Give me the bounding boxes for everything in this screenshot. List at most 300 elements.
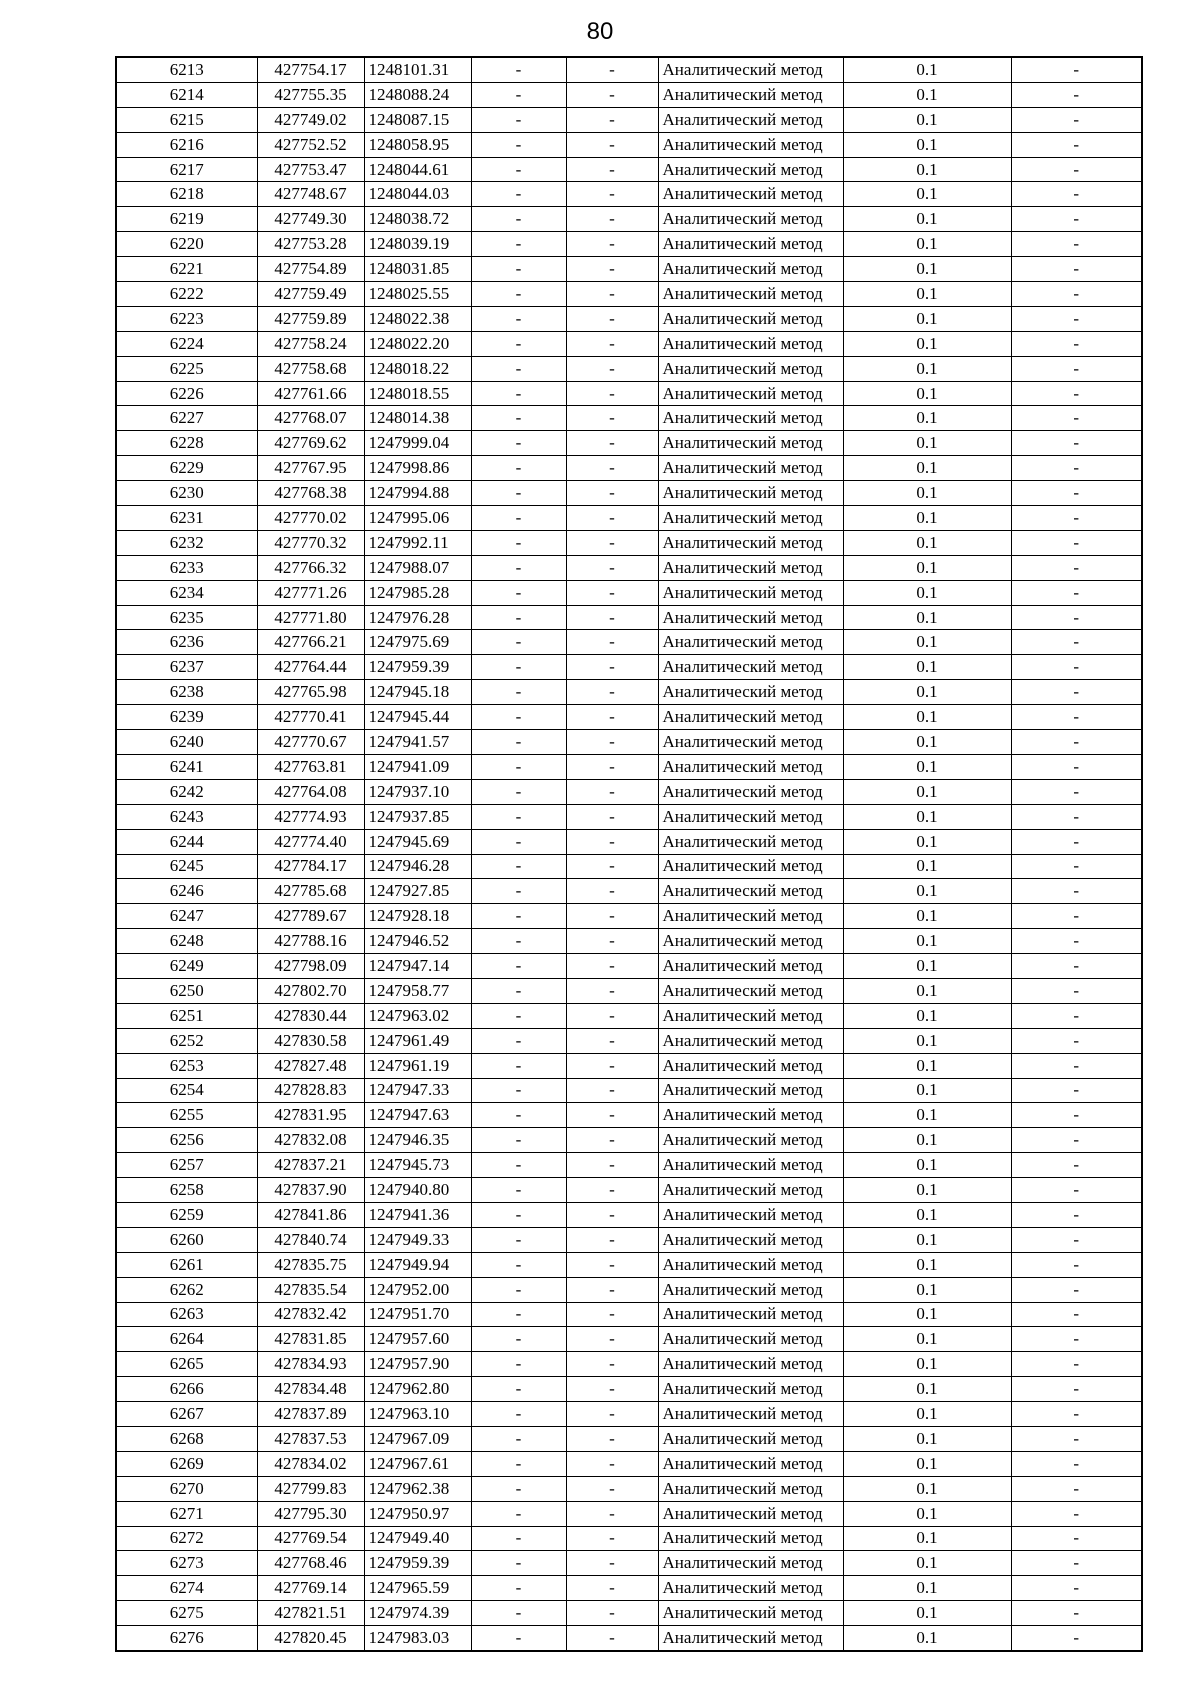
x-coordinate-cell: 427752.52	[257, 132, 364, 157]
y-coordinate-cell: 1247974.39	[364, 1601, 471, 1626]
empty-value-cell: -	[1011, 132, 1142, 157]
y-coordinate-cell: 1247992.11	[364, 530, 471, 555]
x-coordinate-cell: 427749.30	[257, 207, 364, 232]
empty-value-cell: -	[1011, 107, 1142, 132]
accuracy-cell: 0.1	[843, 705, 1011, 730]
accuracy-cell: 0.1	[843, 1576, 1011, 1601]
method-cell: Аналитический метод	[658, 904, 843, 929]
table-row	[116, 730, 1142, 755]
table-row	[116, 904, 1142, 929]
empty-value-cell: -	[566, 1327, 658, 1352]
method-cell: Аналитический метод	[658, 1028, 843, 1053]
empty-value-cell: -	[1011, 1626, 1142, 1651]
accuracy-cell: 0.1	[843, 481, 1011, 506]
empty-value-cell: -	[566, 1551, 658, 1576]
table-row	[116, 929, 1142, 954]
accuracy-cell: 0.1	[843, 57, 1011, 82]
empty-value-cell: -	[1011, 1327, 1142, 1352]
y-coordinate-cell: 1248101.31	[364, 57, 471, 82]
empty-value-cell: -	[1011, 929, 1142, 954]
empty-value-cell: -	[566, 630, 658, 655]
point-number-cell: 6249	[116, 954, 257, 979]
point-number-cell: 6269	[116, 1451, 257, 1476]
table-row	[116, 1128, 1142, 1153]
x-coordinate-cell: 427832.42	[257, 1302, 364, 1327]
accuracy-cell: 0.1	[843, 1626, 1011, 1651]
empty-value-cell: -	[1011, 1526, 1142, 1551]
table-row	[116, 406, 1142, 431]
y-coordinate-cell: 1247988.07	[364, 555, 471, 580]
empty-value-cell: -	[1011, 754, 1142, 779]
empty-value-cell: -	[471, 1202, 566, 1227]
empty-value-cell: -	[471, 1327, 566, 1352]
empty-value-cell: -	[1011, 1377, 1142, 1402]
empty-value-cell: -	[1011, 829, 1142, 854]
y-coordinate-cell: 1247967.61	[364, 1451, 471, 1476]
empty-value-cell: -	[566, 232, 658, 257]
accuracy-cell: 0.1	[843, 1377, 1011, 1402]
point-number-cell: 6221	[116, 257, 257, 282]
empty-value-cell: -	[566, 929, 658, 954]
table-row	[116, 954, 1142, 979]
table-row	[116, 1003, 1142, 1028]
point-number-cell: 6219	[116, 207, 257, 232]
accuracy-cell: 0.1	[843, 1202, 1011, 1227]
accuracy-cell: 0.1	[843, 1501, 1011, 1526]
method-cell: Аналитический метод	[658, 1053, 843, 1078]
method-cell: Аналитический метод	[658, 555, 843, 580]
empty-value-cell: -	[566, 82, 658, 107]
point-number-cell: 6256	[116, 1128, 257, 1153]
accuracy-cell: 0.1	[843, 904, 1011, 929]
empty-value-cell: -	[471, 1626, 566, 1651]
empty-value-cell: -	[471, 754, 566, 779]
empty-value-cell: -	[1011, 1402, 1142, 1427]
table-row	[116, 1377, 1142, 1402]
empty-value-cell: -	[1011, 431, 1142, 456]
point-number-cell: 6260	[116, 1227, 257, 1252]
accuracy-cell: 0.1	[843, 929, 1011, 954]
empty-value-cell: -	[471, 1003, 566, 1028]
empty-value-cell: -	[471, 705, 566, 730]
x-coordinate-cell: 427770.67	[257, 730, 364, 755]
empty-value-cell: -	[566, 1426, 658, 1451]
method-cell: Аналитический метод	[658, 1551, 843, 1576]
table-row	[116, 829, 1142, 854]
point-number-cell: 6251	[116, 1003, 257, 1028]
y-coordinate-cell: 1248044.03	[364, 182, 471, 207]
table-row	[116, 182, 1142, 207]
method-cell: Аналитический метод	[658, 1277, 843, 1302]
method-cell: Аналитический метод	[658, 530, 843, 555]
method-cell: Аналитический метод	[658, 356, 843, 381]
empty-value-cell: -	[566, 804, 658, 829]
x-coordinate-cell: 427766.32	[257, 555, 364, 580]
empty-value-cell: -	[471, 257, 566, 282]
empty-value-cell: -	[566, 1476, 658, 1501]
accuracy-cell: 0.1	[843, 1153, 1011, 1178]
accuracy-cell: 0.1	[843, 1277, 1011, 1302]
point-number-cell: 6218	[116, 182, 257, 207]
empty-value-cell: -	[1011, 1302, 1142, 1327]
empty-value-cell: -	[1011, 1227, 1142, 1252]
y-coordinate-cell: 1248058.95	[364, 132, 471, 157]
x-coordinate-cell: 427761.66	[257, 381, 364, 406]
method-cell: Аналитический метод	[658, 1128, 843, 1153]
y-coordinate-cell: 1247947.14	[364, 954, 471, 979]
table-row	[116, 1426, 1142, 1451]
point-number-cell: 6274	[116, 1576, 257, 1601]
x-coordinate-cell: 427770.41	[257, 705, 364, 730]
y-coordinate-cell: 1247957.60	[364, 1327, 471, 1352]
x-coordinate-cell: 427830.44	[257, 1003, 364, 1028]
method-cell: Аналитический метод	[658, 1377, 843, 1402]
x-coordinate-cell: 427798.09	[257, 954, 364, 979]
method-cell: Аналитический метод	[658, 1626, 843, 1651]
x-coordinate-cell: 427749.02	[257, 107, 364, 132]
point-number-cell: 6217	[116, 157, 257, 182]
table-row	[116, 157, 1142, 182]
table-row	[116, 1153, 1142, 1178]
x-coordinate-cell: 427754.89	[257, 257, 364, 282]
y-coordinate-cell: 1248088.24	[364, 82, 471, 107]
accuracy-cell: 0.1	[843, 82, 1011, 107]
point-number-cell: 6236	[116, 630, 257, 655]
empty-value-cell: -	[471, 978, 566, 1003]
empty-value-cell: -	[471, 680, 566, 705]
x-coordinate-cell: 427771.26	[257, 580, 364, 605]
table-row	[116, 331, 1142, 356]
y-coordinate-cell: 1247994.88	[364, 481, 471, 506]
method-cell: Аналитический метод	[658, 1178, 843, 1203]
empty-value-cell: -	[471, 929, 566, 954]
table-row	[116, 1476, 1142, 1501]
empty-value-cell: -	[566, 1277, 658, 1302]
accuracy-cell: 0.1	[843, 1227, 1011, 1252]
empty-value-cell: -	[471, 232, 566, 257]
point-number-cell: 6247	[116, 904, 257, 929]
accuracy-cell: 0.1	[843, 804, 1011, 829]
empty-value-cell: -	[471, 1153, 566, 1178]
x-coordinate-cell: 427754.17	[257, 57, 364, 82]
empty-value-cell: -	[566, 381, 658, 406]
empty-value-cell: -	[566, 107, 658, 132]
x-coordinate-cell: 427834.93	[257, 1352, 364, 1377]
y-coordinate-cell: 1247976.28	[364, 605, 471, 630]
table-row	[116, 754, 1142, 779]
empty-value-cell: -	[471, 431, 566, 456]
table-row	[116, 630, 1142, 655]
table-row	[116, 1078, 1142, 1103]
empty-value-cell: -	[566, 555, 658, 580]
x-coordinate-cell: 427753.28	[257, 232, 364, 257]
empty-value-cell: -	[566, 1103, 658, 1128]
accuracy-cell: 0.1	[843, 879, 1011, 904]
point-number-cell: 6271	[116, 1501, 257, 1526]
x-coordinate-cell: 427768.46	[257, 1551, 364, 1576]
method-cell: Аналитический метод	[658, 854, 843, 879]
empty-value-cell: -	[566, 207, 658, 232]
accuracy-cell: 0.1	[843, 431, 1011, 456]
point-number-cell: 6264	[116, 1327, 257, 1352]
x-coordinate-cell: 427799.83	[257, 1476, 364, 1501]
empty-value-cell: -	[471, 57, 566, 82]
empty-value-cell: -	[1011, 1426, 1142, 1451]
table-row	[116, 481, 1142, 506]
empty-value-cell: -	[566, 530, 658, 555]
y-coordinate-cell: 1247937.85	[364, 804, 471, 829]
x-coordinate-cell: 427763.81	[257, 754, 364, 779]
empty-value-cell: -	[1011, 904, 1142, 929]
accuracy-cell: 0.1	[843, 381, 1011, 406]
table-row	[116, 1178, 1142, 1203]
method-cell: Аналитический метод	[658, 132, 843, 157]
empty-value-cell: -	[1011, 257, 1142, 282]
method-cell: Аналитический метод	[658, 406, 843, 431]
empty-value-cell: -	[1011, 282, 1142, 307]
empty-value-cell: -	[566, 854, 658, 879]
accuracy-cell: 0.1	[843, 680, 1011, 705]
x-coordinate-cell: 427802.70	[257, 978, 364, 1003]
empty-value-cell: -	[471, 1053, 566, 1078]
empty-value-cell: -	[471, 381, 566, 406]
empty-value-cell: -	[471, 630, 566, 655]
empty-value-cell: -	[471, 1028, 566, 1053]
empty-value-cell: -	[566, 954, 658, 979]
empty-value-cell: -	[566, 1178, 658, 1203]
accuracy-cell: 0.1	[843, 1601, 1011, 1626]
empty-value-cell: -	[1011, 1277, 1142, 1302]
x-coordinate-cell: 427774.40	[257, 829, 364, 854]
point-number-cell: 6253	[116, 1053, 257, 1078]
table-row	[116, 680, 1142, 705]
y-coordinate-cell: 1247959.39	[364, 655, 471, 680]
empty-value-cell: -	[1011, 1252, 1142, 1277]
empty-value-cell: -	[1011, 182, 1142, 207]
empty-value-cell: -	[1011, 1501, 1142, 1526]
table-row	[116, 1028, 1142, 1053]
method-cell: Аналитический метод	[658, 779, 843, 804]
accuracy-cell: 0.1	[843, 530, 1011, 555]
x-coordinate-cell: 427769.14	[257, 1576, 364, 1601]
empty-value-cell: -	[566, 1202, 658, 1227]
x-coordinate-cell: 427830.58	[257, 1028, 364, 1053]
y-coordinate-cell: 1248038.72	[364, 207, 471, 232]
empty-value-cell: -	[1011, 207, 1142, 232]
x-coordinate-cell: 427774.93	[257, 804, 364, 829]
empty-value-cell: -	[471, 1103, 566, 1128]
x-coordinate-cell: 427769.62	[257, 431, 364, 456]
point-number-cell: 6230	[116, 481, 257, 506]
empty-value-cell: -	[1011, 356, 1142, 381]
y-coordinate-cell: 1247963.10	[364, 1402, 471, 1427]
table-row	[116, 555, 1142, 580]
accuracy-cell: 0.1	[843, 406, 1011, 431]
method-cell: Аналитический метод	[658, 331, 843, 356]
method-cell: Аналитический метод	[658, 605, 843, 630]
empty-value-cell: -	[471, 655, 566, 680]
table-row	[116, 779, 1142, 804]
empty-value-cell: -	[566, 331, 658, 356]
empty-value-cell: -	[471, 779, 566, 804]
table-row	[116, 978, 1142, 1003]
method-cell: Аналитический метод	[658, 57, 843, 82]
x-coordinate-cell: 427795.30	[257, 1501, 364, 1526]
accuracy-cell: 0.1	[843, 1402, 1011, 1427]
empty-value-cell: -	[566, 1128, 658, 1153]
empty-value-cell: -	[566, 57, 658, 82]
empty-value-cell: -	[566, 481, 658, 506]
method-cell: Аналитический метод	[658, 257, 843, 282]
table-row	[116, 605, 1142, 630]
table-row	[116, 1227, 1142, 1252]
x-coordinate-cell: 427769.54	[257, 1526, 364, 1551]
empty-value-cell: -	[471, 1476, 566, 1501]
empty-value-cell: -	[1011, 306, 1142, 331]
x-coordinate-cell: 427768.38	[257, 481, 364, 506]
point-number-cell: 6234	[116, 580, 257, 605]
y-coordinate-cell: 1248018.22	[364, 356, 471, 381]
accuracy-cell: 0.1	[843, 605, 1011, 630]
empty-value-cell: -	[1011, 1451, 1142, 1476]
x-coordinate-cell: 427788.16	[257, 929, 364, 954]
y-coordinate-cell: 1247947.63	[364, 1103, 471, 1128]
accuracy-cell: 0.1	[843, 1451, 1011, 1476]
y-coordinate-cell: 1247983.03	[364, 1626, 471, 1651]
x-coordinate-cell: 427837.90	[257, 1178, 364, 1203]
table-row	[116, 207, 1142, 232]
table-row	[116, 356, 1142, 381]
coordinates-table	[115, 56, 1143, 1652]
x-coordinate-cell: 427755.35	[257, 82, 364, 107]
y-coordinate-cell: 1247962.38	[364, 1476, 471, 1501]
table-row	[116, 1327, 1142, 1352]
accuracy-cell: 0.1	[843, 207, 1011, 232]
point-number-cell: 6258	[116, 1178, 257, 1203]
y-coordinate-cell: 1247967.09	[364, 1426, 471, 1451]
empty-value-cell: -	[471, 730, 566, 755]
table-row	[116, 1402, 1142, 1427]
method-cell: Аналитический метод	[658, 431, 843, 456]
method-cell: Аналитический метод	[658, 107, 843, 132]
table-row	[116, 381, 1142, 406]
accuracy-cell: 0.1	[843, 1426, 1011, 1451]
x-coordinate-cell: 427831.95	[257, 1103, 364, 1128]
y-coordinate-cell: 1248025.55	[364, 282, 471, 307]
method-cell: Аналитический метод	[658, 879, 843, 904]
x-coordinate-cell: 427840.74	[257, 1227, 364, 1252]
method-cell: Аналитический метод	[658, 1252, 843, 1277]
method-cell: Аналитический метод	[658, 1426, 843, 1451]
empty-value-cell: -	[471, 1576, 566, 1601]
x-coordinate-cell: 427828.83	[257, 1078, 364, 1103]
y-coordinate-cell: 1247995.06	[364, 506, 471, 531]
empty-value-cell: -	[566, 157, 658, 182]
point-number-cell: 6231	[116, 506, 257, 531]
empty-value-cell: -	[566, 506, 658, 531]
method-cell: Аналитический метод	[658, 978, 843, 1003]
empty-value-cell: -	[471, 82, 566, 107]
empty-value-cell: -	[1011, 530, 1142, 555]
table-row	[116, 530, 1142, 555]
empty-value-cell: -	[1011, 82, 1142, 107]
empty-value-cell: -	[471, 1526, 566, 1551]
empty-value-cell: -	[566, 1153, 658, 1178]
empty-value-cell: -	[566, 904, 658, 929]
y-coordinate-cell: 1247947.33	[364, 1078, 471, 1103]
y-coordinate-cell: 1248087.15	[364, 107, 471, 132]
method-cell: Аналитический метод	[658, 1526, 843, 1551]
point-number-cell: 6262	[116, 1277, 257, 1302]
empty-value-cell: -	[471, 207, 566, 232]
x-coordinate-cell: 427789.67	[257, 904, 364, 929]
y-coordinate-cell: 1247957.90	[364, 1352, 471, 1377]
accuracy-cell: 0.1	[843, 506, 1011, 531]
x-coordinate-cell: 427765.98	[257, 680, 364, 705]
empty-value-cell: -	[1011, 1551, 1142, 1576]
x-coordinate-cell: 427748.67	[257, 182, 364, 207]
accuracy-cell: 0.1	[843, 1003, 1011, 1028]
empty-value-cell: -	[1011, 1153, 1142, 1178]
accuracy-cell: 0.1	[843, 754, 1011, 779]
empty-value-cell: -	[471, 1451, 566, 1476]
empty-value-cell: -	[1011, 456, 1142, 481]
table-body	[116, 57, 1142, 1651]
method-cell: Аналитический метод	[658, 1227, 843, 1252]
point-number-cell: 6252	[116, 1028, 257, 1053]
x-coordinate-cell: 427835.54	[257, 1277, 364, 1302]
point-number-cell: 6233	[116, 555, 257, 580]
table-row	[116, 1451, 1142, 1476]
empty-value-cell: -	[566, 1402, 658, 1427]
table-row	[116, 879, 1142, 904]
point-number-cell: 6259	[116, 1202, 257, 1227]
point-number-cell: 6266	[116, 1377, 257, 1402]
empty-value-cell: -	[1011, 605, 1142, 630]
point-number-cell: 6270	[116, 1476, 257, 1501]
method-cell: Аналитический метод	[658, 754, 843, 779]
table-row	[116, 655, 1142, 680]
table-row	[116, 1103, 1142, 1128]
empty-value-cell: -	[1011, 232, 1142, 257]
empty-value-cell: -	[1011, 580, 1142, 605]
accuracy-cell: 0.1	[843, 555, 1011, 580]
empty-value-cell: -	[471, 107, 566, 132]
empty-value-cell: -	[471, 1078, 566, 1103]
accuracy-cell: 0.1	[843, 1526, 1011, 1551]
point-number-cell: 6228	[116, 431, 257, 456]
point-number-cell: 6257	[116, 1153, 257, 1178]
y-coordinate-cell: 1247949.33	[364, 1227, 471, 1252]
table-row	[116, 232, 1142, 257]
y-coordinate-cell: 1247949.94	[364, 1252, 471, 1277]
empty-value-cell: -	[1011, 1128, 1142, 1153]
table-row	[116, 82, 1142, 107]
empty-value-cell: -	[566, 306, 658, 331]
accuracy-cell: 0.1	[843, 257, 1011, 282]
point-number-cell: 6273	[116, 1551, 257, 1576]
empty-value-cell: -	[1011, 854, 1142, 879]
point-number-cell: 6213	[116, 57, 257, 82]
accuracy-cell: 0.1	[843, 107, 1011, 132]
method-cell: Аналитический метод	[658, 630, 843, 655]
empty-value-cell: -	[566, 257, 658, 282]
empty-value-cell: -	[566, 132, 658, 157]
x-coordinate-cell: 427820.45	[257, 1626, 364, 1651]
x-coordinate-cell: 427835.75	[257, 1252, 364, 1277]
empty-value-cell: -	[566, 829, 658, 854]
accuracy-cell: 0.1	[843, 356, 1011, 381]
